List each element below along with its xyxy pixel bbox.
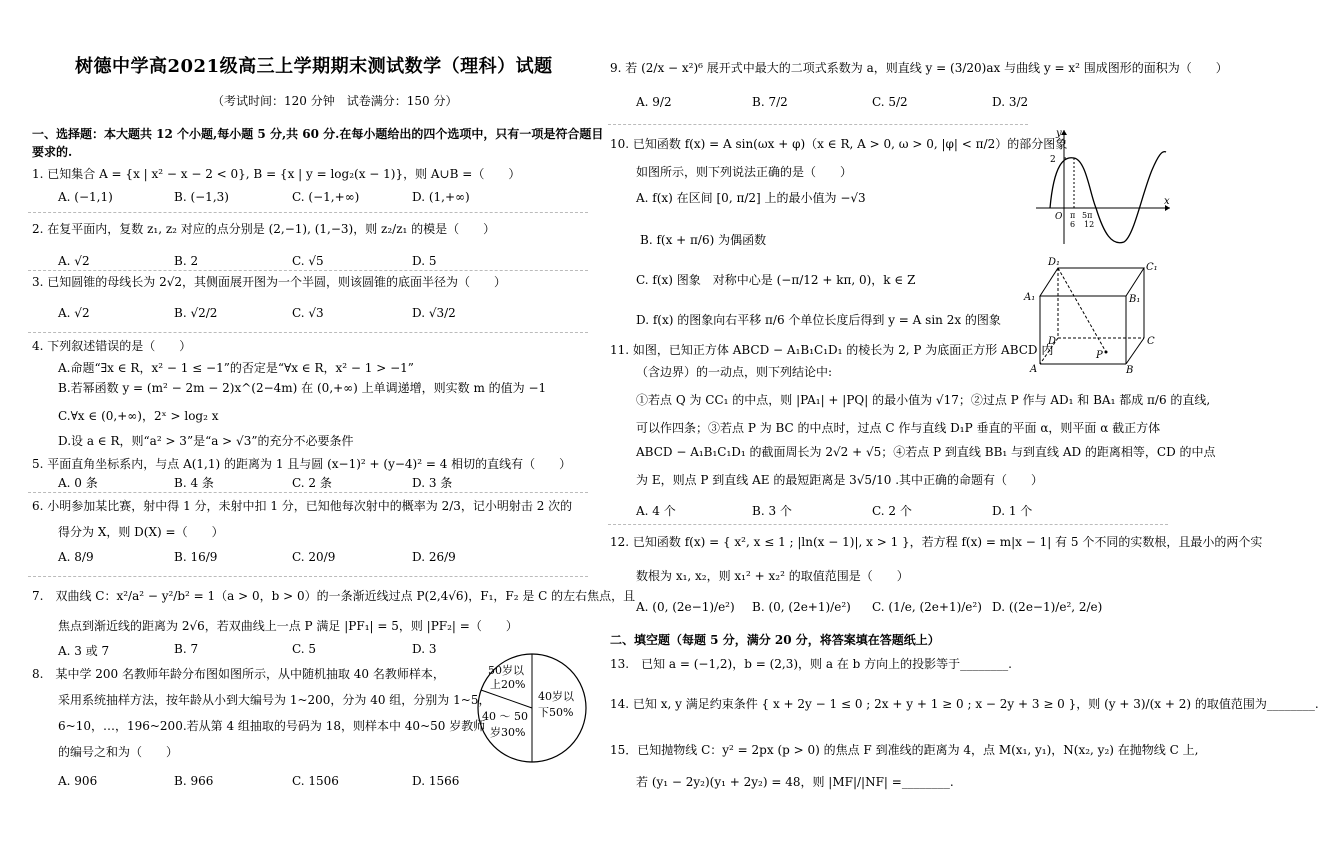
- q8-line-1: 8. 某中学 200 名教师年龄分布图如图所示，从中随机抽取 40 名教师样本，: [32, 667, 445, 681]
- q3-option-b: B. √2/2: [174, 306, 218, 320]
- page-subtitle: （考试时间：120 分钟 试卷满分：150 分）: [212, 94, 458, 108]
- q12-option-b: B. (0, (2e+1)/e²): [752, 600, 851, 614]
- divider: [28, 270, 588, 271]
- q9-option-d: D. 3/2: [992, 95, 1029, 109]
- q10-stem: 10. 已知函数 f(x) = A sin(ωx + φ)（x ∈ R, A > 0, ω > 0, |φ| < π/2）的部分图象: [610, 137, 1068, 151]
- q5-option-a: A. 0 条: [58, 476, 98, 490]
- pie-label-over-50: 50岁以: [488, 664, 524, 677]
- cube-figure: [1018, 252, 1174, 374]
- cube-label-A1: A₁: [1024, 292, 1036, 303]
- q9-stem: 9. 若 (2/x − x²)⁶ 展开式中最大的二项式系数为 a，则直线 y = (3/20)ax 与曲线 y = x² 围成图形的面积为（ ）: [610, 61, 1228, 75]
- q10-option-b: B. f(x + π/6) 为偶函数: [640, 233, 767, 247]
- q7-option-b: B. 7: [174, 642, 199, 656]
- q3-option-a: A. √2: [58, 306, 90, 320]
- page-title: 树德中学高2021级高三上学期期末测试数学（理科）试题: [75, 56, 553, 77]
- q2-option-c: C. √5: [292, 254, 324, 268]
- q7-option-c: C. 5: [292, 642, 317, 656]
- graph-tick-5pi12: 5π: [1082, 211, 1093, 220]
- q11-option-c: C. 2 个: [872, 504, 912, 518]
- graph-x-label: x: [1164, 196, 1170, 207]
- q8-option-c: C. 1506: [292, 774, 339, 788]
- q14: 14. 已知 x, y 满足约束条件 { x + 2y − 1 ≤ 0 ; 2x + y + 1 ≥ 0 ; x − 2y + 3 ≥ 0 }，则 (y + 3)/(x + 2) 的取值范围为________.: [610, 697, 1319, 711]
- q11-line-3: ①若点 Q 为 CC₁ 的中点，则 |PA₁| + |PQ| 的最小值为 √17；②过点 P 作与 AD₁ 和 BA₁ 都成 π/6 的直线,: [636, 393, 1211, 407]
- section1-heading-2: 要求的.: [32, 145, 73, 159]
- divider: [28, 212, 588, 213]
- pie-label-40-50: 40 ～ 50: [482, 710, 528, 723]
- q1-option-b: B. (−1,3): [174, 190, 229, 204]
- graph-tick-5pi12-b: 12: [1084, 220, 1095, 229]
- graph-origin: O: [1055, 212, 1063, 222]
- divider: [28, 576, 588, 577]
- q10-option-d: D. f(x) 的图象向右平移 π/6 个单位长度后得到 y = A sin 2x 的图象: [636, 313, 1001, 327]
- q11-line-5: ABCD − A₁B₁C₁D₁ 的截面周长为 2√2 + √5；④若点 P 到直线 BB₁ 与到直线 AD 的距离相等，CD 的中点: [636, 445, 1216, 459]
- q15-line-2: 若 (y₁ − 2y₂)(y₁ + 2y₂) = 48，则 |MF|/|NF| =________.: [636, 775, 954, 789]
- graph-tick-pi6: π: [1070, 211, 1076, 220]
- graph-y-label: y: [1056, 128, 1062, 139]
- divider: [28, 492, 588, 493]
- q7-stem: 7. 双曲线 C：x²/a² − y²/b² = 1（a > 0，b > 0）的一条渐近线过点 P(2,4√6)，F₁，F₂ 是 C 的左右焦点，且: [32, 589, 636, 603]
- q6-stem: 6. 小明参加某比赛，射中得 1 分，未射中扣 1 分，已知他每次射中的概率为 2/3，记小明射击 2 次的: [32, 499, 573, 513]
- section2-heading: 二、填空题（每题 5 分，满分 20 分，将答案填在答题纸上）: [610, 633, 940, 647]
- q12-option-c: C. (1/e, (2e+1)/e²): [872, 600, 982, 614]
- pie-label-40-50-b: 岁30%: [490, 726, 526, 739]
- pie-label-under-40: 40岁以: [538, 690, 574, 703]
- cube-label-C1: C₁: [1146, 262, 1158, 273]
- section1-heading: 一、选择题：本大题共 12 个小题,每小题 5 分,共 60 分.在每小题给出的四个选项中，只有一项是符合题目: [32, 127, 604, 141]
- q5-option-b: B. 4 条: [174, 476, 214, 490]
- divider: [608, 524, 1168, 525]
- pie-label-over-50-b: 上20%: [490, 678, 526, 691]
- q8-line-2: 采用系统抽样方法，按年龄从小到大编号为 1~200，分为 40 组，分别为 1~5，: [58, 693, 491, 707]
- q7-option-a: A. 3 或 7: [58, 644, 110, 658]
- q8-line-4: 的编号之和为（ ）: [58, 745, 179, 759]
- q8-line-3: 6~10，…，196~200.若从第 4 组抽取的号码为 18，则样本中 40~50 岁教师: [58, 719, 486, 733]
- q1-option-d: D. (1,+∞): [412, 190, 470, 204]
- q4-stem: 4. 下列叙述错误的是（ ）: [32, 339, 192, 353]
- q11-line-6: 为 E，则点 P 到直线 AE 的最短距离是 3√5/10 .其中正确的命题有（ ）: [636, 473, 1044, 487]
- q4-option-a: A.命题“∃x ∈ R，x² − 1 ≤ −1”的否定是“∀x ∈ R，x² − 1 > −1”: [58, 361, 414, 375]
- q2-option-a: A. √2: [58, 254, 90, 268]
- q11-option-b: B. 3 个: [752, 504, 792, 518]
- q12-stem: 12. 已知函数 f(x) = { x², x ≤ 1 ; |ln(x − 1)|, x > 1 }，若方程 f(x) = m|x − 1| 有 5 个不同的实数根，且最小的两个实: [610, 535, 1263, 549]
- q8-option-b: B. 966: [174, 774, 214, 788]
- age-pie-chart: [476, 650, 588, 766]
- q6-option-d: D. 26/9: [412, 550, 456, 564]
- q11-option-a: A. 4 个: [636, 504, 676, 518]
- q11-line-2: （含边界）的一动点，则下列结论中:: [636, 365, 833, 379]
- q11-line-4: 可以作四条；③若点 P 为 BC 的中点时，过点 C 作与直线 D₁P 垂直的平面 α，则平面 α 截正方体: [636, 421, 1161, 435]
- q5-option-d: D. 3 条: [412, 476, 453, 490]
- q3-option-d: D. √3/2: [412, 306, 456, 320]
- q10-option-a: A. f(x) 在区间 [0, π/2] 上的最小值为 −√3: [636, 191, 866, 205]
- q1-stem: 1. 已知集合 A = {x | x² − x − 2 < 0}, B = {x | y = log₂(x − 1)}，则 A∪B =（ ）: [32, 167, 521, 181]
- q7-option-d: D. 3: [412, 642, 437, 656]
- cube-label-P: P: [1096, 350, 1103, 361]
- q6-option-b: B. 16/9: [174, 550, 218, 564]
- cube-label-A: A: [1030, 364, 1038, 375]
- q4-option-b: B.若幂函数 y = (m² − 2m − 2)x^(2−4m) 在 (0,+∞) 上单调递增，则实数 m 的值为 −1: [58, 381, 547, 395]
- q2-option-b: B. 2: [174, 254, 199, 268]
- pie-label-under-40-b: 下50%: [538, 706, 574, 719]
- q6-option-a: A. 8/9: [58, 550, 94, 564]
- cube-label-B: B: [1126, 365, 1134, 376]
- cube-label-C: C: [1147, 336, 1155, 347]
- q3-option-c: C. √3: [292, 306, 324, 320]
- q6-stem-2: 得分为 X，则 D(X) =（ ）: [58, 525, 224, 539]
- q8-option-a: A. 906: [58, 774, 98, 788]
- q9-option-a: A. 9/2: [636, 95, 672, 109]
- q12-option-a: A. (0, (2e−1)/e²): [636, 600, 735, 614]
- q6-option-c: C. 20/9: [292, 550, 336, 564]
- q2-option-d: D. 5: [412, 254, 437, 268]
- graph-amp-label: 2: [1050, 155, 1056, 165]
- q10-option-c: C. f(x) 图象 对称中心是 (−π/12 + kπ, 0)，k ∈ Z: [636, 273, 916, 287]
- graph-tick-pi6-b: 6: [1070, 220, 1076, 229]
- q12-stem-2: 数根为 x₁, x₂，则 x₁² + x₂² 的取值范围是（ ）: [636, 569, 909, 583]
- divider: [608, 124, 1028, 125]
- cube-label-D: D: [1048, 336, 1057, 347]
- q2-stem: 2. 在复平面内，复数 z₁, z₂ 对应的点分别是 (2,−1), (1,−3)，则 z₂/z₁ 的模是（ ）: [32, 222, 496, 236]
- q9-option-b: B. 7/2: [752, 95, 788, 109]
- q4-option-d: D.设 a ∈ R，则“a² > 3”是“a > √3”的充分不必要条件: [58, 434, 354, 448]
- q1-option-c: C. (−1,+∞): [292, 190, 360, 204]
- q3-stem: 3. 已知圆锥的母线长为 2√2，其侧面展开图为一个半圆，则该圆锥的底面半径为（ ）: [32, 275, 506, 289]
- q8-option-d: D. 1566: [412, 774, 460, 788]
- q7-stem-2: 焦点到渐近线的距离为 2√6，若双曲线上一点 P 满足 |PF₁| = 5，则 |PF₂| =（ ）: [58, 619, 518, 633]
- cube-label-D1: D₁: [1048, 257, 1061, 268]
- q12-option-d: D. ((2e−1)/e², 2/e): [992, 600, 1103, 614]
- q1-option-a: A. (−1,1): [58, 190, 113, 204]
- sine-graph: [1034, 124, 1174, 248]
- q4-option-c: C.∀x ∈ (0,+∞)，2ˣ > log₂ x: [58, 409, 219, 423]
- cube-label-B1: B₁: [1129, 294, 1141, 305]
- q11-option-d: D. 1 个: [992, 504, 1033, 518]
- q13: 13. 已知 a = (−1,2)，b = (2,3)，则 a 在 b 方向上的投影等于________.: [610, 657, 1012, 671]
- q5-stem: 5. 平面直角坐标系内，与点 A(1,1) 的距离为 1 且与圆 (x−1)² + (y−4)² = 4 相切的直线有（ ）: [32, 457, 572, 471]
- q10-stem-2: 如图所示，则下列说法正确的是（ ）: [636, 165, 853, 179]
- q15: 15．已知抛物线 C：y² = 2px (p > 0) 的焦点 F 到准线的距离为 4，点 M(x₁, y₁)，N(x₂, y₂) 在抛物线 C 上,: [610, 743, 1199, 757]
- q11-line-1: 11. 如图，已知正方体 ABCD − A₁B₁C₁D₁ 的棱长为 2, P 为底面正方形 ABCD 内: [610, 343, 1054, 357]
- q5-option-c: C. 2 条: [292, 476, 332, 490]
- divider: [28, 332, 588, 333]
- q9-option-c: C. 5/2: [872, 95, 908, 109]
